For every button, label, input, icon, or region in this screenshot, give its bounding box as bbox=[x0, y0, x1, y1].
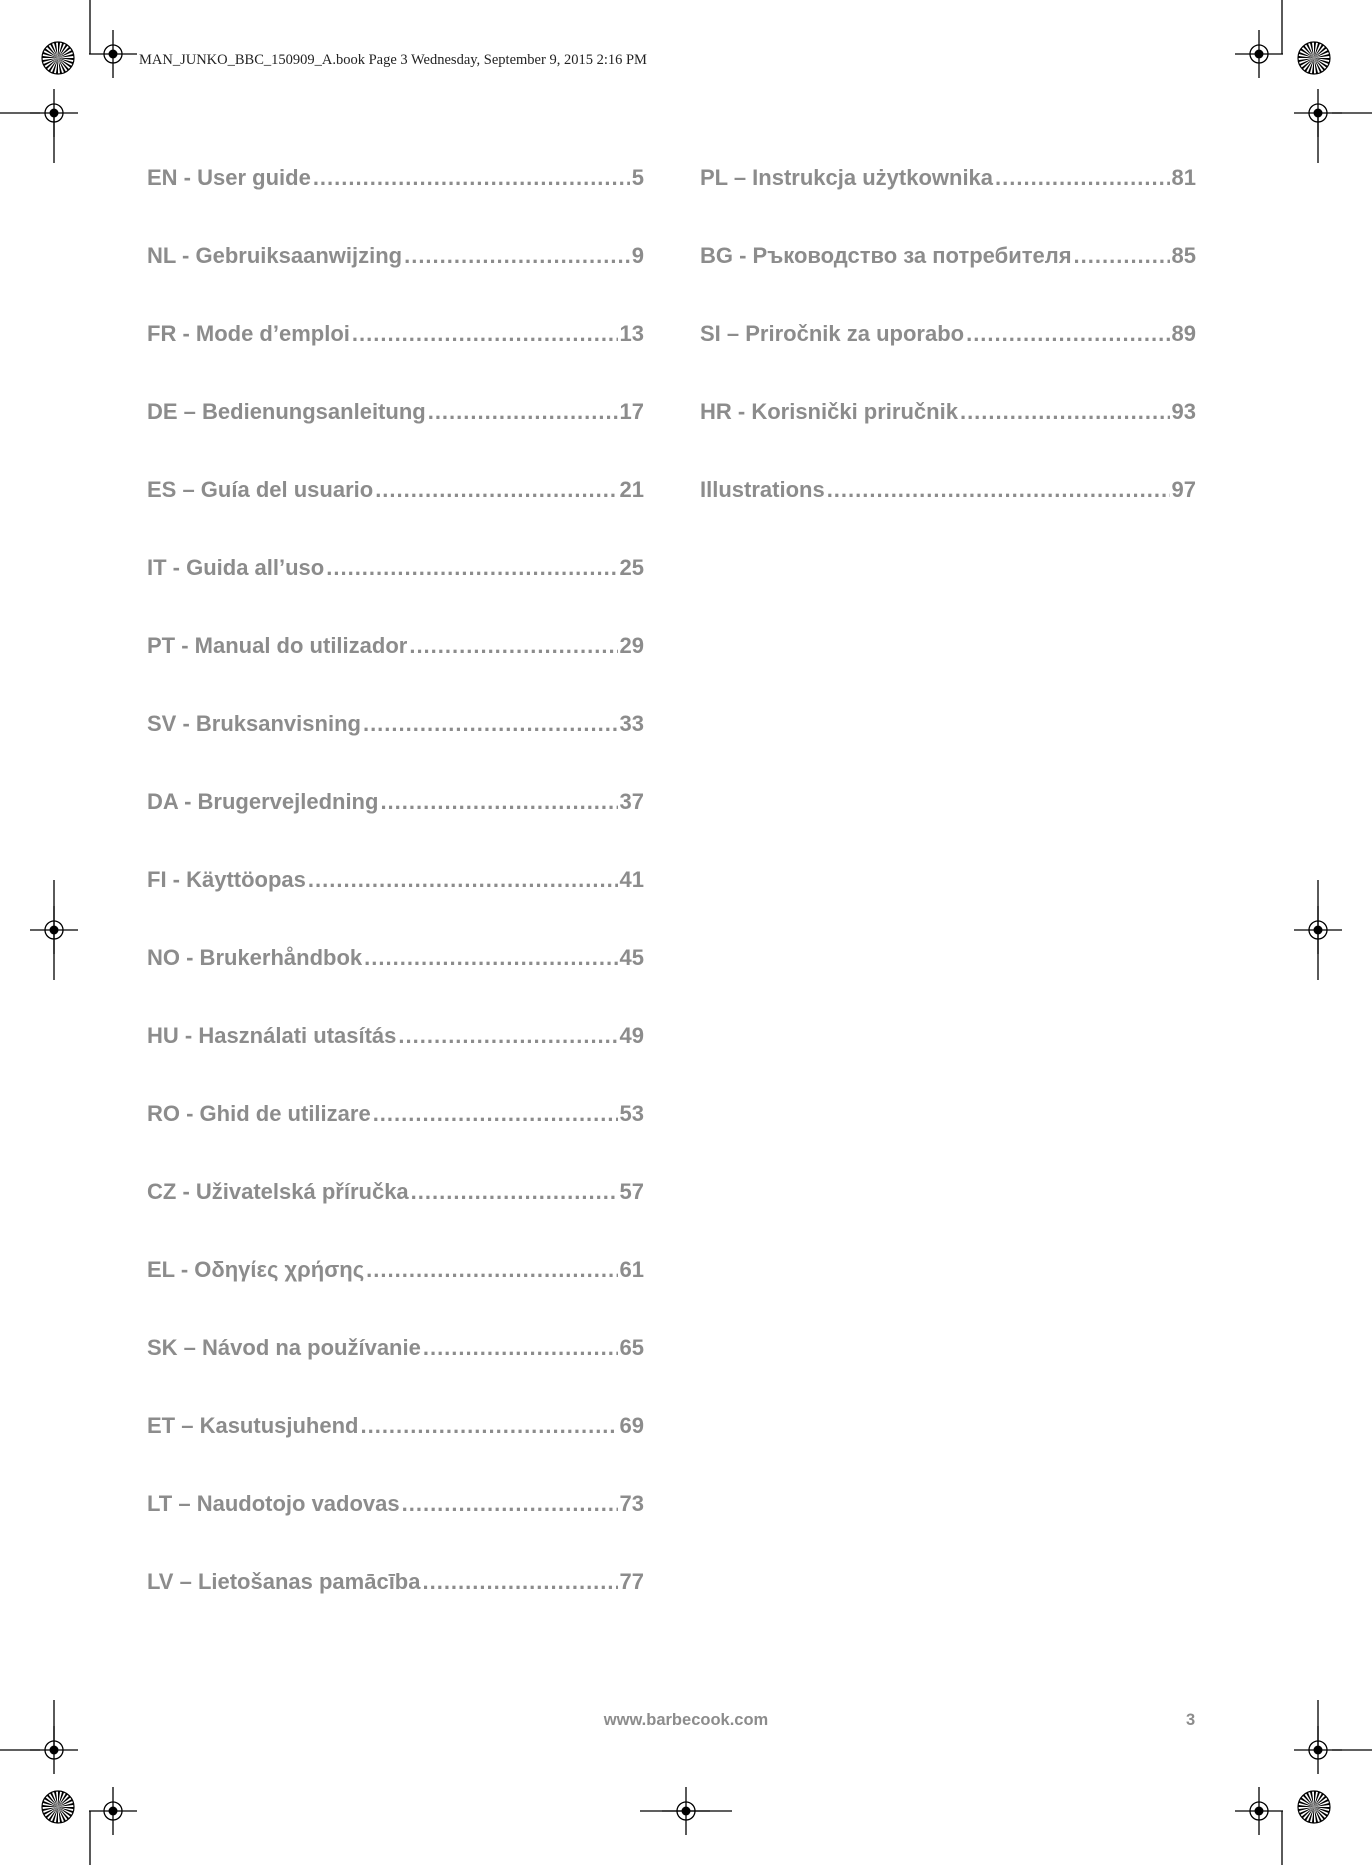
toc-entry bbox=[147, 1491, 644, 1569]
toc-column-left bbox=[147, 165, 644, 1647]
toc-entry bbox=[147, 1569, 644, 1647]
toc-entry bbox=[147, 1335, 644, 1413]
toc-dot-leader bbox=[422, 1569, 617, 1595]
toc-entry-page: 25 bbox=[619, 555, 644, 580]
toc-dot-leader bbox=[423, 1335, 618, 1361]
toc-entry-title: DA - Brugervejledning bbox=[147, 789, 379, 814]
toc-dot-leader bbox=[375, 477, 617, 503]
toc-entry-page: 9 bbox=[631, 243, 644, 268]
toc-entry-page: 65 bbox=[619, 1335, 644, 1360]
toc-entry-title: FR - Mode d’emploi bbox=[147, 321, 350, 346]
toc-entry bbox=[147, 399, 644, 477]
toc-entry-page: 29 bbox=[619, 633, 644, 658]
toc-entry-page: 33 bbox=[619, 711, 644, 736]
toc-entry-title: SK – Návod na používanie bbox=[147, 1335, 421, 1360]
toc-entry-title: NO - Brukerhåndbok bbox=[147, 945, 363, 970]
toc-dot-leader bbox=[360, 1413, 617, 1439]
toc-entry-title: PL – Instrukcja użytkownika bbox=[700, 165, 994, 190]
toc-entry-page: 61 bbox=[619, 1257, 644, 1282]
toc-dot-leader bbox=[404, 243, 630, 269]
toc-entry bbox=[700, 243, 1196, 321]
toc-entry-page: 13 bbox=[619, 321, 644, 346]
toc-entry bbox=[700, 399, 1196, 477]
toc-entry bbox=[147, 243, 644, 321]
toc-dot-leader bbox=[308, 867, 618, 893]
toc-entry-page: 41 bbox=[619, 867, 644, 892]
toc-entry-page: 53 bbox=[619, 1101, 644, 1126]
toc-entry-title: IT - Guida all’uso bbox=[147, 555, 325, 580]
toc-entry-page: 73 bbox=[619, 1491, 644, 1516]
toc-entry bbox=[147, 477, 644, 555]
toc-entry bbox=[147, 165, 644, 243]
toc-entry-page: 37 bbox=[619, 789, 644, 814]
toc-dot-leader bbox=[411, 1179, 618, 1205]
toc-entry-title: HR - Korisnički priručnik bbox=[700, 399, 958, 424]
toc-entry-page: 97 bbox=[1171, 477, 1196, 502]
toc-dot-leader bbox=[373, 1101, 618, 1127]
toc-entry-title: LT – Naudotojo vadovas bbox=[147, 1491, 400, 1516]
toc-dot-leader bbox=[428, 399, 618, 425]
footer-page-number: 3 bbox=[1186, 1711, 1196, 1729]
toc-entry-page: 69 bbox=[619, 1413, 644, 1438]
toc-entry-page: 57 bbox=[619, 1179, 644, 1204]
print-header-slug: MAN_JUNKO_BBC_150909_A.book Page 3 Wednesday, September 9, 2015 2:16 PM bbox=[139, 52, 647, 68]
toc-entry-title: HU - Használati utasítás bbox=[147, 1023, 397, 1048]
toc-entry bbox=[147, 1413, 644, 1491]
toc-dot-leader bbox=[1074, 243, 1170, 269]
toc-entry bbox=[147, 321, 644, 399]
toc-entry-page: 85 bbox=[1171, 243, 1196, 268]
toc-dot-leader bbox=[966, 321, 1169, 347]
toc-dot-leader bbox=[326, 555, 617, 581]
toc-entry-title: SI – Priročnik za uporabo bbox=[700, 321, 965, 346]
toc-entry bbox=[147, 633, 644, 711]
footer-url: www.barbecook.com bbox=[603, 1711, 769, 1729]
toc-entry-page: 45 bbox=[619, 945, 644, 970]
toc-entry-title: ES – Guía del usuario bbox=[147, 477, 374, 502]
toc-dot-leader bbox=[364, 945, 617, 971]
toc-entry bbox=[147, 1023, 644, 1101]
toc-entry-title: BG - Ръководство за потребителя bbox=[700, 243, 1072, 268]
toc-entry-page: 21 bbox=[619, 477, 644, 502]
toc-entry-page: 89 bbox=[1171, 321, 1196, 346]
toc-dot-leader bbox=[352, 321, 618, 347]
toc-dot-leader bbox=[402, 1491, 618, 1517]
toc-entry-title: ET – Kasutusjuhend bbox=[147, 1413, 359, 1438]
toc-dot-leader bbox=[363, 711, 618, 737]
toc-entry-page: 5 bbox=[631, 165, 644, 190]
toc-dot-leader bbox=[313, 165, 630, 191]
toc-dot-leader bbox=[827, 477, 1170, 503]
toc-entry bbox=[147, 867, 644, 945]
toc-dot-leader bbox=[398, 1023, 617, 1049]
toc-entry bbox=[700, 477, 1196, 555]
toc-entry-title: Illustrations bbox=[700, 477, 825, 502]
toc-entry-title: CZ - Uživatelská příručka bbox=[147, 1179, 409, 1204]
toc-entry-page: 17 bbox=[619, 399, 644, 424]
toc-entry-page: 49 bbox=[619, 1023, 644, 1048]
toc-dot-leader bbox=[366, 1257, 617, 1283]
toc-entry-title: NL - Gebruiksaanwijzing bbox=[147, 243, 403, 268]
toc-entry bbox=[147, 555, 644, 633]
toc-entry-title: LV – Lietošanas pamācība bbox=[147, 1569, 421, 1594]
toc-entry bbox=[147, 945, 644, 1023]
toc-entry-title: SV - Bruksanvisning bbox=[147, 711, 361, 736]
toc-entry-page: 93 bbox=[1171, 399, 1196, 424]
toc-entry-title: EL - Οδηγίες χρήσης bbox=[147, 1257, 365, 1282]
toc-dot-leader bbox=[409, 633, 617, 659]
toc-dot-leader bbox=[960, 399, 1170, 425]
toc-entry-title: PT - Manual do utilizador bbox=[147, 633, 408, 658]
toc-entry-title: DE – Bedienungsanleitung bbox=[147, 399, 426, 424]
toc-entry bbox=[147, 789, 644, 867]
toc-entry bbox=[147, 711, 644, 789]
toc-entry bbox=[147, 1101, 644, 1179]
toc-entry-title: EN - User guide bbox=[147, 165, 311, 190]
toc-entry-title: FI - Käyttöopas bbox=[147, 867, 306, 892]
toc-dot-leader bbox=[995, 165, 1169, 191]
toc-column-right bbox=[700, 165, 1196, 555]
toc-dot-leader bbox=[380, 789, 617, 815]
toc-entry-page: 81 bbox=[1171, 165, 1196, 190]
toc-entry bbox=[700, 165, 1196, 243]
toc-entry-page: 77 bbox=[619, 1569, 644, 1594]
toc-entry bbox=[700, 321, 1196, 399]
toc-entry bbox=[147, 1257, 644, 1335]
toc-entry bbox=[147, 1179, 644, 1257]
toc-entry-title: RO - Ghid de utilizare bbox=[147, 1101, 371, 1126]
